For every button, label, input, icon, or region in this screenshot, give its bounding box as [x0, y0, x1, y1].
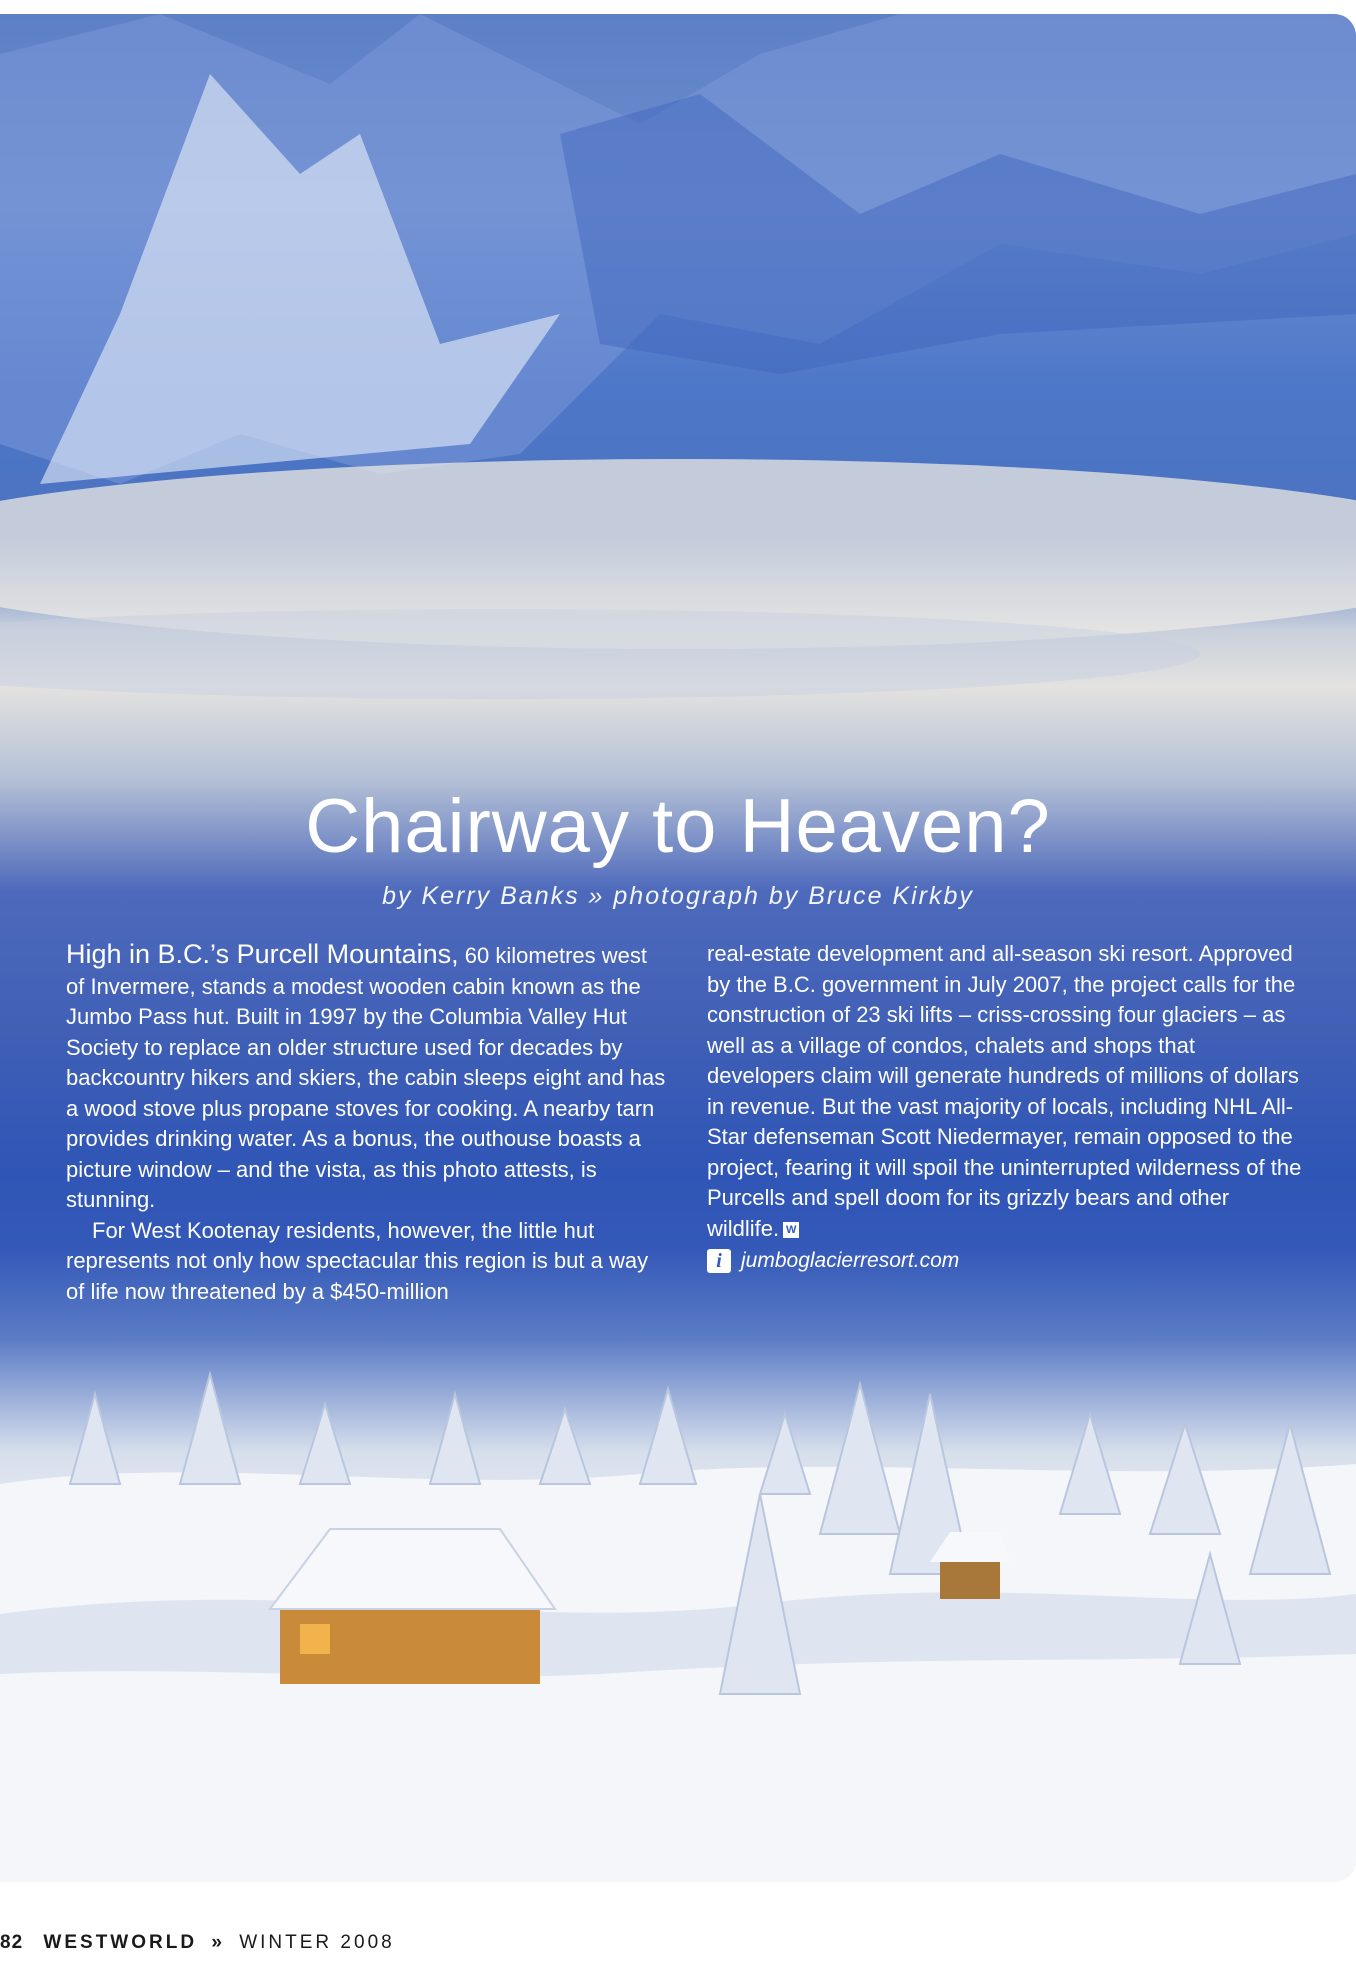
- cabin-main: [270, 1529, 555, 1684]
- paragraph-2-start: For West Kootenay residents, however, the little hut represents not only how spectacular this region is but a way of life now threatened by a $450-million: [66, 1217, 649, 1304]
- article-title: Chairway to Heaven?: [305, 784, 1051, 869]
- paragraph-1: [66, 939, 666, 1216]
- body-column-right: [707, 939, 1307, 1277]
- article-byline: by Kerry Banks » photograph by Bruce Kirkby: [382, 882, 974, 910]
- page-footer: [0, 1932, 1356, 1958]
- end-mark-icon: W: [783, 1222, 799, 1238]
- paragraph-1-text: 60 kilometres west of Invermere, stands a modest wooden cabin known as the Jumbo Pass hut. Built in 1997 by the Columbia Valley Hut Society to replace an older structure used for decades by backcountry hikers and skiers, the cabin sleeps eight and has a wood stove plus propane stoves for cooking. A nearby tarn provides drinking water. As a bonus, the outhouse boasts a picture window – and the vista, as this photo attests, is stunning.: [66, 943, 666, 1212]
- info-link-row[interactable]: [707, 1246, 1307, 1277]
- footer-separator: »: [211, 1932, 225, 1953]
- resort-link[interactable]: jumboglacierresort.com: [741, 1249, 960, 1272]
- body-column-left: [66, 939, 666, 1307]
- paragraph-2-continued: [707, 939, 1307, 1244]
- issue-date: WINTER 2008: [239, 1932, 395, 1953]
- magazine-name: WESTWORLD: [43, 1932, 198, 1953]
- lead-in: High in B.C.’s Purcell Mountains,: [66, 939, 459, 969]
- page-number: 82: [0, 1932, 24, 1953]
- paragraph-2-text: real-estate development and all-season ski resort. Approved by the B.C. government in July 2007, the project calls for the construction of 23 ski lifts – criss-crossing four glaciers – as well as a village of condos, chalets and shops that developers claim will generate hundreds of millions of dollars in revenue. But the vast majority of locals, including NHL All-Star defenseman Scott Niedermayer, remain opposed to the project, fearing it will spoil the uninterrupted wilderness of the Purcells and spell doom for its grizzly bears and other wildlife.: [707, 941, 1302, 1241]
- info-icon: i: [707, 1249, 731, 1273]
